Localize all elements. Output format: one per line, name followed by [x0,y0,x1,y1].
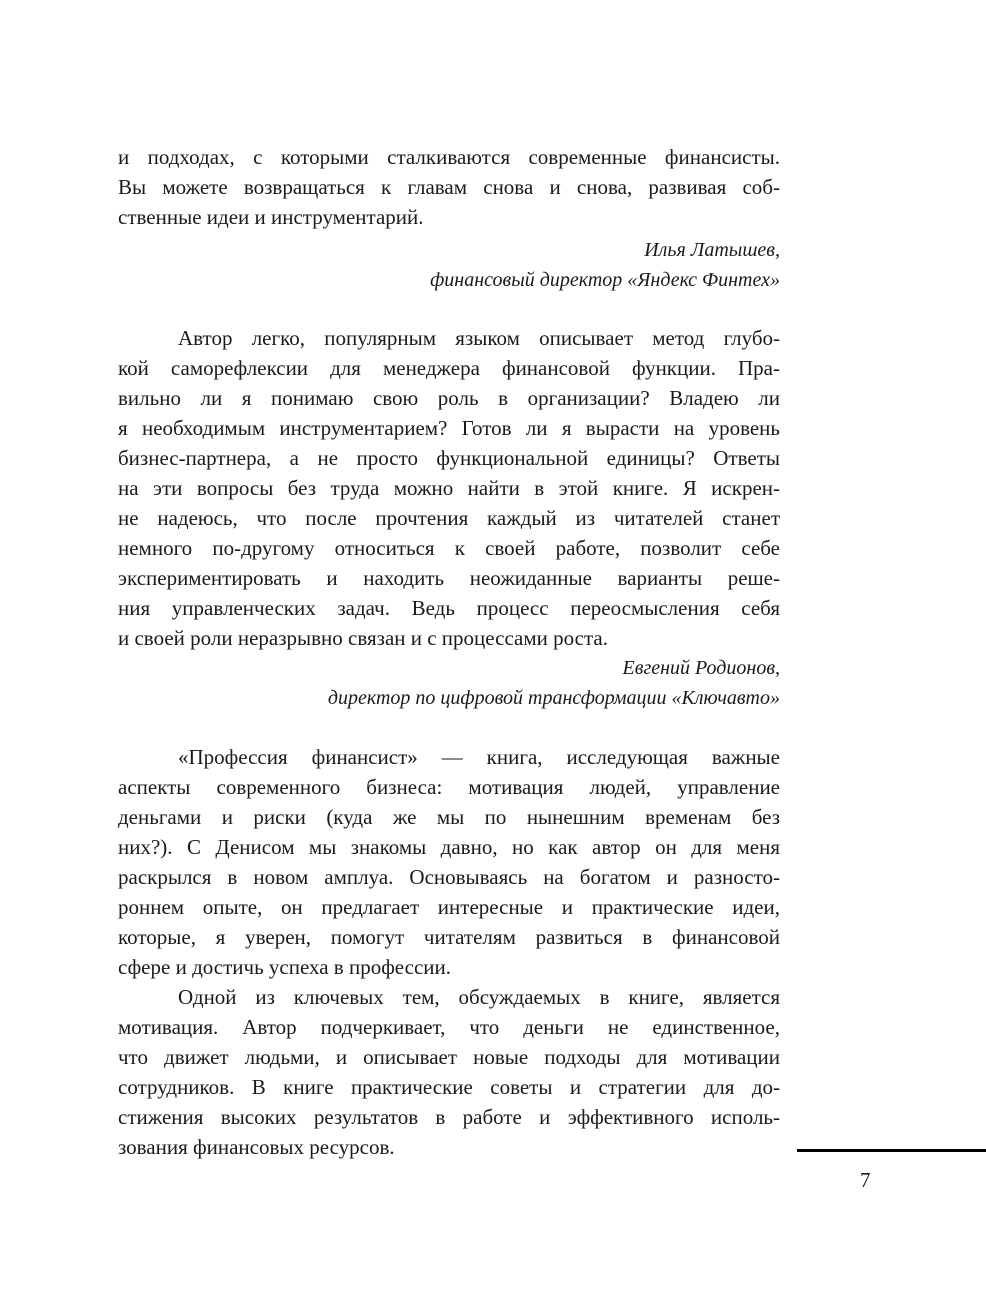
text-line: бизнес-партнера, а не просто функциональной единицы? Ответы [118,446,780,470]
text-line: немного по-другому относиться к своей работе, позволит себе [118,536,780,560]
text-line: стижения высоких результатов в работе и эффективного исполь- [118,1105,780,1129]
text-line: на эти вопросы без труда можно найти в этой книге. Я искрен- [118,476,780,500]
text-line: сфере и достичь успеха в профессии. [118,955,452,979]
text-line: Вы можете возвращаться к главам снова и снова, развивая соб- [118,175,780,199]
text-line: ственные идеи и инструментарий. [118,205,424,229]
text-line: я необходимым инструментарием? Готов ли я вырасти на уровень [118,416,780,440]
text-line: зования финансовых ресурсов. [118,1135,395,1159]
footer-rule [797,1149,986,1152]
text-line: них?). С Денисом мы знакомы давно, но как автор он для меня [118,835,780,859]
page-number: 7 [860,1168,871,1192]
text-line: кой саморефлексии для менеджера финансовой функции. Пра- [118,356,780,380]
text-line: что движет людьми, и описывает новые подходы для мотивации [118,1045,780,1069]
text-line: «Профессия финансист» — книга, исследующая важные [178,745,780,769]
text-line: роннем опыте, он предлагает интересные и практические идеи, [118,895,780,919]
signature-position: финансовый директор «Яндекс Финтех» [430,269,780,291]
text-line: деньгами и риски (куда же мы по нынешним временам без [118,805,780,829]
text-line: вильно ли я понимаю свою роль в организации? Владею ли [118,386,780,410]
text-line: и подходах, с которыми сталкиваются современные финансисты. [118,145,780,169]
text-line: Автор легко, популярным языком описывает метод глубо- [178,326,780,350]
text-line: не надеюсь, что после прочтения каждый из читателей станет [118,506,780,530]
text-line: мотивация. Автор подчеркивает, что деньги не единственное, [118,1015,780,1039]
text-line: сотрудников. В книге практические советы и стратегии для до- [118,1075,780,1099]
signature-name: Евгений Родионов, [622,657,780,679]
text-line: аспекты современного бизнеса: мотивация людей, управление [118,775,780,799]
signature-name: Илья Латышев, [644,239,780,261]
text-line: раскрылся в новом амплуа. Основываясь на богатом и разносто- [118,865,780,889]
text-line: которые, я уверен, помогут читателям развиться в финансовой [118,925,780,949]
text-line: ния управленческих задач. Ведь процесс переосмысления себя [118,596,780,620]
text-line: экспериментировать и находить неожиданные варианты реше- [118,566,780,590]
text-line: и своей роли неразрывно связан и с процессами роста. [118,626,608,650]
text-line: Одной из ключевых тем, обсуждаемых в книге, является [178,985,780,1009]
signature-position: директор по цифровой трансформации «Ключавто» [327,687,780,709]
